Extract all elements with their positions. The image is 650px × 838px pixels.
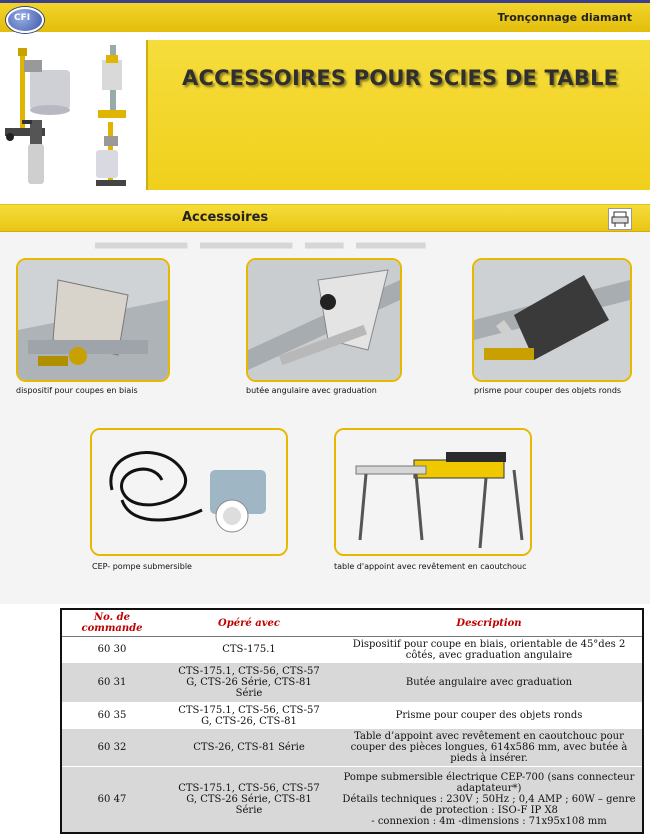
company-logo[interactable] xyxy=(6,7,44,33)
photo-prism xyxy=(472,258,632,382)
photo-bevel-device xyxy=(16,258,170,382)
caption-pump: CEP- pompe submersible xyxy=(92,562,192,571)
used-with: CTS-26, CTS-81 Série xyxy=(162,729,336,767)
catalog-image xyxy=(0,232,650,604)
used-with: CTS-175.1, CTS-56, CTS-57 G, CTS-26 Série, CTS-81 Série xyxy=(162,663,336,703)
description: Butée angulaire avec graduation xyxy=(336,663,643,703)
table-row xyxy=(61,703,643,729)
section-title: Accessoires xyxy=(182,210,269,225)
used-with: CTS-175.1, CTS-56, CTS-57 G, CTS-26 Série, CTS-81 Série xyxy=(162,767,336,833)
hero-banner xyxy=(148,40,650,190)
used-with: CTS-175.1, CTS-56, CTS-57 G, CTS-26, CTS-81 xyxy=(162,703,336,729)
description xyxy=(336,767,643,833)
background-faded-text: ▄▄▄▄▄▄▄▄▄▄▄▄ ▄▄▄▄▄▄▄▄▄▄▄▄ ▄▄▄▄▄ ▄▄▄▄▄▄▄▄▄ xyxy=(95,238,426,249)
section-bar xyxy=(0,204,650,232)
description-line: Détails techniques : 230V ; 50Hz ; 0,4 AMP ; 60W – genre de protection : ISO-F IP X8 xyxy=(342,793,636,816)
caption-bevel-device: dispositif pour coupes en biais xyxy=(16,386,138,395)
photo-side-table xyxy=(334,428,532,556)
print-icon[interactable] xyxy=(608,208,632,230)
description: Dispositif pour coupe en biais, orientable de 45°des 2 côtés, avec graduation angulaire xyxy=(336,637,643,663)
description: Table d’appoint avec revêtement en caoutchouc pour couper des pièces longues, 614x586 mm, avec butée à pieds à insérer. xyxy=(336,729,643,767)
photo-angle-stop xyxy=(246,258,402,382)
drill-stand-image-2 xyxy=(98,45,126,118)
description: Prisme pour couper des objets ronds xyxy=(336,703,643,729)
core-drill-images xyxy=(0,40,146,190)
table-row xyxy=(61,729,643,767)
order-number: 60 47 xyxy=(61,767,162,833)
table-row xyxy=(61,767,643,833)
order-number: 60 30 xyxy=(61,637,162,663)
logo-text: CFI xyxy=(14,13,31,23)
used-with: CTS-175.1 xyxy=(162,637,336,663)
photo-submersible-pump xyxy=(90,428,288,556)
order-number: 60 31 xyxy=(61,663,162,703)
caption-side-table: table d'appoint avec revêtement en caoutchouc xyxy=(334,562,527,571)
table-row xyxy=(61,663,643,703)
header-order-number: No. de commande xyxy=(61,609,162,637)
page-title: ACCESSOIRES POUR SCIES DE TABLE xyxy=(182,66,619,90)
header-used-with: Opéré avec xyxy=(162,609,336,637)
product-thumbnails xyxy=(0,40,148,190)
page-category-title: Tronçonnage diamant xyxy=(497,11,632,24)
drill-stand-image-3 xyxy=(96,122,126,186)
description-line: Pompe submersible électrique CEP-700 (sans connecteur adaptateur*) xyxy=(343,771,635,794)
caption-angle-stop: butée angulaire avec graduation xyxy=(246,386,377,395)
accessories-table xyxy=(60,608,644,834)
table-row xyxy=(61,637,643,663)
header-description: Description xyxy=(336,609,643,637)
caption-prism: prisme pour couper des objets ronds xyxy=(474,386,622,395)
top-bar xyxy=(0,0,650,32)
order-number: 60 35 xyxy=(61,703,162,729)
order-number: 60 32 xyxy=(61,729,162,767)
description-line: - connexion : 4m -dimensions : 71x95x108 mm xyxy=(371,815,607,827)
